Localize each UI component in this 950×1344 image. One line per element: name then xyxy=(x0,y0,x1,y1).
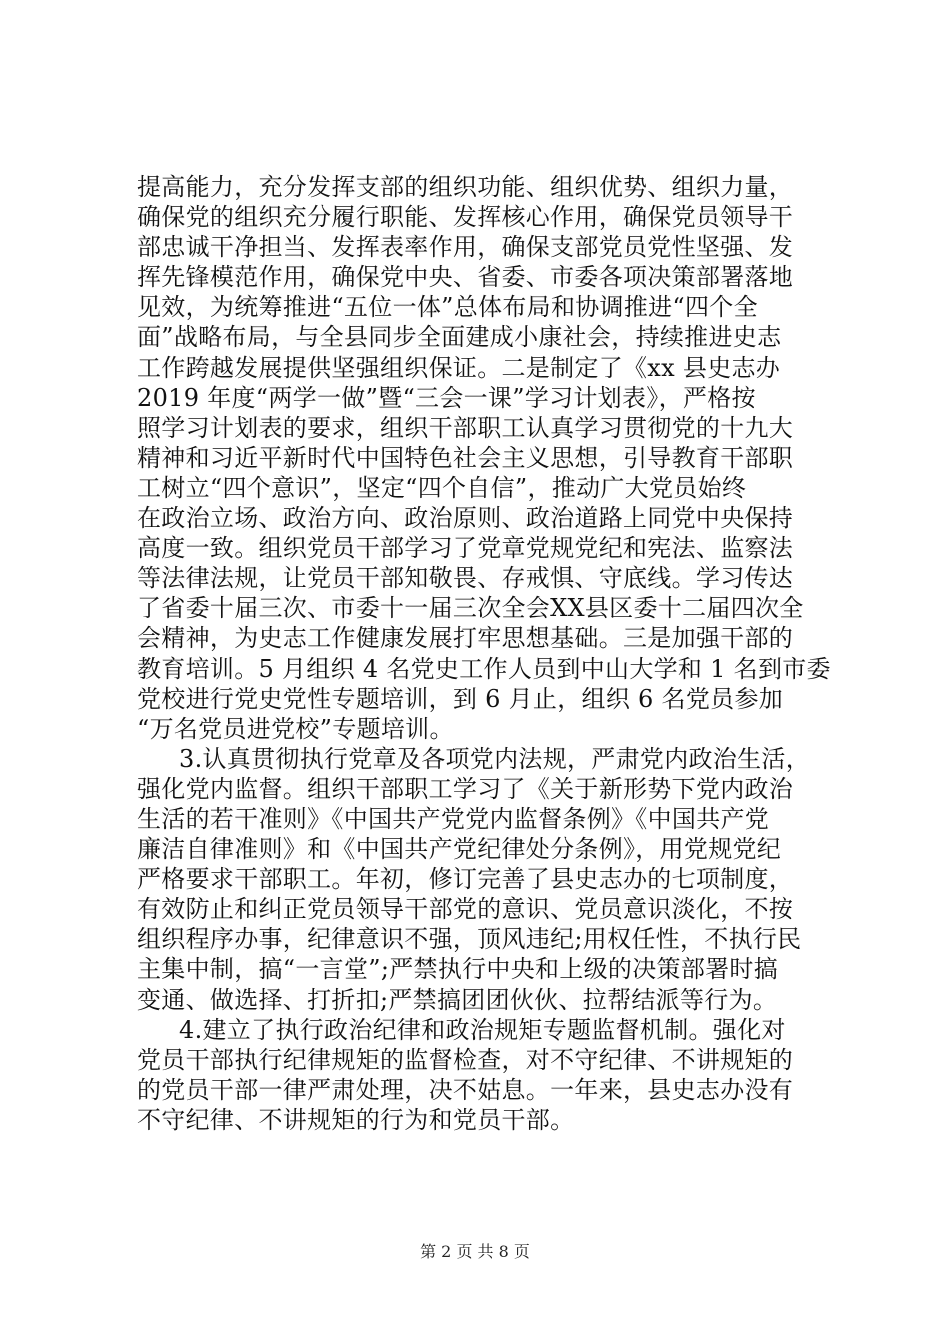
text-line: 会精神，为史志工作健康发展打牢思想基础。三是加强干部的 xyxy=(137,624,794,653)
text-line: 高度一致。组织党员干部学习了党章党规党纪和宪法、监察法 xyxy=(137,534,794,563)
text-line: 了省委十届三次、市委十一届三次全会XX县区委十二届四次全 xyxy=(137,594,804,623)
text-line: 主集中制，搞“一言堂”;严禁执行中央和上级的决策部署时搞 xyxy=(137,955,779,984)
text-line: 有效防止和纠正党员领导干部党的意识、党员意识淡化，不按 xyxy=(137,895,794,924)
page-number-footer: 第 2 页 共 8 页 xyxy=(420,1242,530,1261)
text-line: 教育培训。5 月组织 4 名党史工作人员到中山大学和 1 名到市委 xyxy=(137,654,831,683)
text-line: 等法律法规，让党员干部知敬畏、存戒惧、守底线。学习传达 xyxy=(137,564,794,593)
text-line: 照学习计划表的要求，组织干部职工认真学习贯彻党的十九大 xyxy=(137,413,794,442)
text-line: “万名党员进党校”专题培训。 xyxy=(137,714,454,743)
text-line: 在政治立场、政治方向、政治原则、政治道路上同党中央保持 xyxy=(137,504,794,533)
paragraph-start-line: 4.建立了执行政治纪律和政治规矩专题监督机制。强化对 xyxy=(179,1015,786,1044)
text-line: 党员干部执行纪律规矩的监督检查，对不守纪律、不讲规矩的 xyxy=(137,1045,794,1074)
text-line: 组织程序办事，纪律意识不强，顶风违纪;用权任性，不执行民 xyxy=(137,925,802,954)
text-line: 精神和习近平新时代中国特色社会主义思想，引导教育干部职 xyxy=(137,443,794,472)
text-line: 2019 年度“两学一做”暨“三会一课”学习计划表》，严格按 xyxy=(137,383,756,412)
text-line: 不守纪律、不讲规矩的行为和党员干部。 xyxy=(137,1105,575,1134)
text-line: 强化党内监督。组织干部职工学习了《关于新形势下党内政治 xyxy=(137,774,794,803)
text-line: 党校进行党史党性专题培训，到 6 月止，组织 6 名党员参加 xyxy=(137,684,784,713)
text-line: 严格要求干部职工。年初，修订完善了县史志办的七项制度， xyxy=(137,865,794,894)
text-line: 面”战略布局，与全县同步全面建成小康社会，持续推进史志 xyxy=(137,323,782,352)
text-line: 生活的若干准则》《中国共产党党内监督条例》《中国共产党 xyxy=(137,804,770,833)
text-line: 廉洁自律准则》和《中国共产党纪律处分条例》，用党规党纪 xyxy=(137,835,782,864)
text-line: 提高能力，充分发挥支部的组织功能、组织优势、组织力量， xyxy=(137,173,794,201)
paragraph-start-line: 3.认真贯彻执行党章及各项党内法规，严肃党内政治生活， xyxy=(179,744,810,773)
text-line: 工树立“四个意识”，坚定“四个自信”，推动广大党员始终 xyxy=(137,473,747,502)
text-line: 部忠诚干净担当、发挥表率作用，确保支部党员党性坚强、发 xyxy=(137,233,794,262)
text-line: 的党员干部一律严肃处理，决不姑息。一年来，县史志办没有 xyxy=(137,1075,794,1104)
text-line: 挥先锋模范作用，确保党中央、省委、市委各项决策部署落地 xyxy=(137,263,794,292)
text-line: 工作跨越发展提供坚强组织保证。二是制定了《xx 县史志办 xyxy=(137,353,781,382)
text-line: 见效，为统筹推进“五位一体”总体布局和协调推进“四个全 xyxy=(137,293,758,322)
body-text xyxy=(137,172,837,1135)
text-line: 确保党的组织充分履行职能、发挥核心作用，确保党员领导干 xyxy=(137,203,794,232)
text-line: 变通、做选择、打折扣;严禁搞团团伙伙、拉帮结派等行为。 xyxy=(137,985,778,1014)
